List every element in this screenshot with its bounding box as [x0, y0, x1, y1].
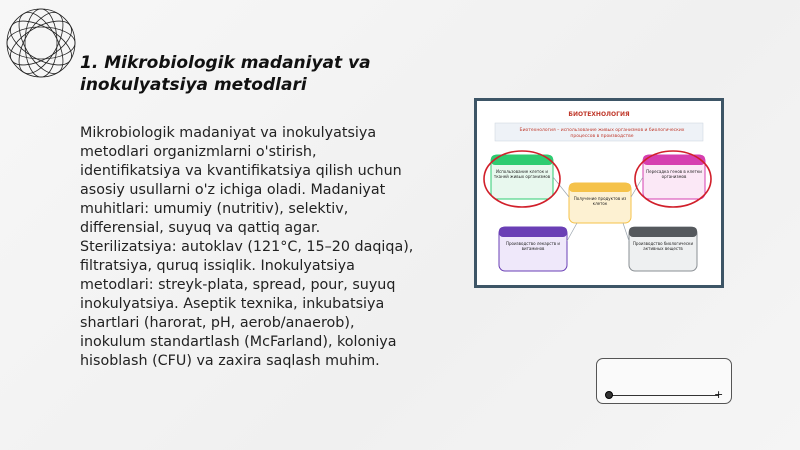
biotechnology-diagram-image: [474, 98, 724, 288]
diagram-box-bottom-left: Производство лекарств и витаминов: [505, 241, 561, 251]
dot-icon[interactable]: [605, 391, 613, 399]
diagram-box-top-left: Использование клеток и тканей живых организмов: [493, 169, 551, 179]
timeline-track: [609, 395, 719, 396]
plus-icon[interactable]: +: [714, 388, 724, 401]
decorative-circle-pattern-icon: [2, 4, 80, 82]
diagram-box-bottom-right: Производство биологически активных веществ: [632, 241, 694, 251]
diagram-box-top-right: Пересадка генов в клетки организмов: [646, 169, 702, 179]
slide-title: 1. Mikrobiologik madaniyat va inokulyatsiya metodlari: [80, 53, 371, 95]
diagram-box-center: Получение продуктов из клеток: [573, 196, 627, 206]
slide-body-text: Mikrobiologik madaniyat va inokulyatsiya metodlari organizmlarni o'stirish, identifikatsiya va kvantifikatsiya qilish uchun asosiy usullarni o'z ichiga oladi. Madaniyat muhitlari: umumiy (nutritiv), selektiv, differensial, suyuq va qattiq agar. Sterilizatsiya: autoklav (121°C, 15–20 daqiqa), filtratsiya, quruq issiqlik. Inokulyatsiya metodlari: streyk-plata, spread, pour, suyuq inokulyatsiya. Aseptik texnika, inkubatsiya shartlari (harorat, pH, aerob/anaerob), inokulum standartlash (McFarland), koloniya hisoblash (CFU) va zaxira saqlash muhim.: [80, 125, 414, 369]
diagram-subheading: Биотехнология – использование живых организмов и биологических процессов в производстве: [519, 128, 685, 139]
diagram-heading: БИОТЕХНОЛОГИЯ: [568, 111, 630, 118]
timeline-widget[interactable]: [596, 358, 732, 404]
